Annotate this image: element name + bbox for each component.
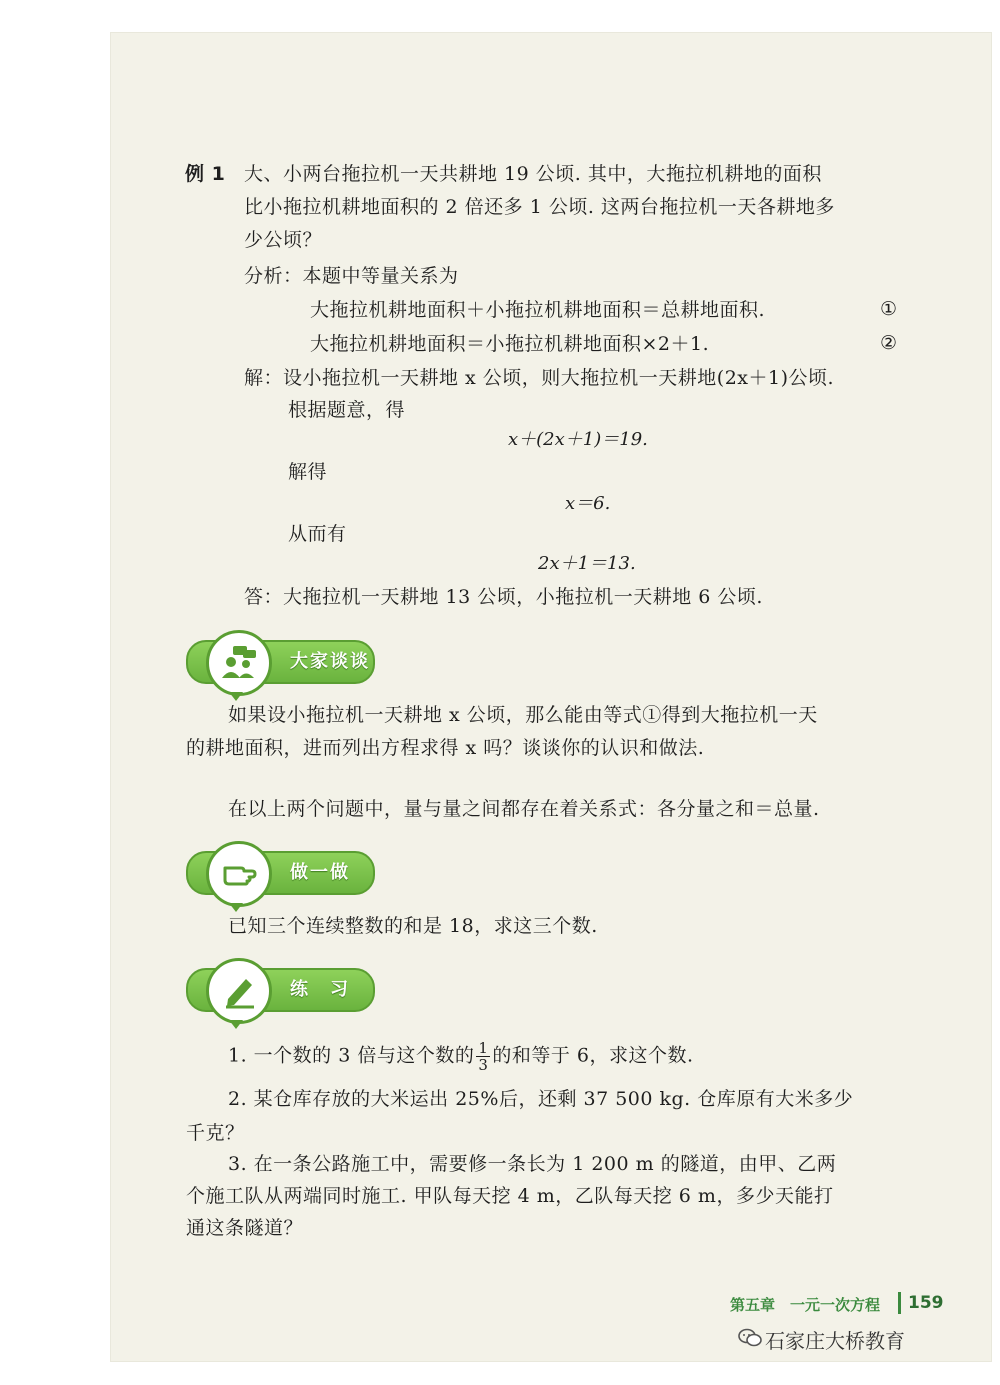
thus-label: 从而有: [288, 523, 347, 545]
solve-label: 解得: [288, 461, 328, 483]
exercise-3-line-3: 通这条隧道？: [186, 1217, 304, 1239]
chapter-title: 第五章 一元一次方程: [730, 1296, 881, 1314]
fraction-numerator: 1: [478, 1039, 489, 1057]
discuss-line-1: 如果设小拖拉机一天耕地 x 公顷，那么能由等式①得到大拖拉机一天: [228, 704, 818, 726]
solution-2x-plus-1: 2x＋1＝13.: [538, 553, 636, 574]
exercise-1: [228, 1040, 694, 1073]
equation-2-marker: ②: [880, 332, 898, 354]
try-it-badge-tail: [229, 903, 243, 912]
wechat-icon: [738, 1328, 762, 1352]
solution-line-1: 解：设小拖拉机一天耕地 x 公顷，则大拖拉机一天耕地(2x＋1)公顷.: [244, 367, 835, 389]
footer-divider: [898, 1292, 901, 1314]
example-text-line-1: 大、小两台拖拉机一天共耕地 19 公顷. 其中，大拖拉机耕地的面积: [244, 163, 822, 185]
exercise-badge-tail: [229, 1020, 243, 1029]
discuss-banner-label: 大家谈谈: [290, 651, 370, 672]
fraction-denominator: 3: [478, 1056, 489, 1074]
main-equation: x＋(2x＋1)＝19.: [508, 429, 648, 450]
analysis-intro: 分析：本题中等量关系为: [244, 265, 459, 287]
relation-equation-2: 大拖拉机耕地面积＝小拖拉机耕地面积×2＋1.: [310, 333, 710, 355]
try-it-banner-label: 做一做: [290, 862, 350, 883]
fraction-one-third: [476, 1040, 490, 1073]
exercise-2-line-2: 千克？: [186, 1122, 245, 1144]
solution-line-2: 根据题意，得: [288, 399, 406, 421]
discuss-badge-tail: [229, 692, 243, 701]
discuss-people-icon: [206, 630, 272, 696]
example-text-line-3: 少公顷？: [244, 229, 323, 251]
answer-line: 答：大拖拉机一天耕地 13 公顷，小拖拉机一天耕地 6 公顷.: [244, 586, 763, 608]
example-text-line-2: 比小拖拉机耕地面积的 2 倍还多 1 公顷. 这两台拖拉机一天各耕地多: [244, 196, 835, 218]
pencil-icon: [206, 958, 272, 1024]
solution-x: x＝6.: [565, 493, 611, 514]
try-it-text: 已知三个连续整数的和是 18，求这三个数.: [228, 915, 598, 937]
summary-line: 在以上两个问题中，量与量之间都存在着关系式：各分量之和＝总量.: [228, 798, 820, 820]
relation-equation-1: 大拖拉机耕地面积＋小拖拉机耕地面积＝总耕地面积.: [310, 299, 766, 321]
equation-1-marker: ①: [880, 298, 898, 320]
page-number: 159: [908, 1293, 944, 1313]
exercise-2-line-1: 2. 某仓库存放的大米运出 25%后，还剩 37 500 kg. 仓库原有大米多少: [228, 1088, 854, 1110]
hand-pointing-icon: [206, 841, 272, 907]
exercise-banner-label: 练 习: [290, 979, 350, 1000]
exercise-3-line-1: 3. 在一条公路施工中，需要修一条长为 1 200 m 的隧道，由甲、乙两: [228, 1153, 837, 1175]
example-label: 例 1: [185, 163, 226, 185]
watermark-text: 石家庄大桥教育: [765, 1329, 905, 1353]
discuss-line-2: 的耕地面积，进而列出方程求得 x 吗？谈谈你的认识和做法.: [186, 737, 705, 759]
exercise-1-text-b: 的和等于 6，求这个数.: [492, 1044, 694, 1067]
exercise-3-line-2: 个施工队从两端同时施工. 甲队每天挖 4 m，乙队每天挖 6 m，多少天能打: [186, 1185, 834, 1207]
exercise-1-text-a: 1. 一个数的 3 倍与这个数的: [228, 1044, 475, 1067]
